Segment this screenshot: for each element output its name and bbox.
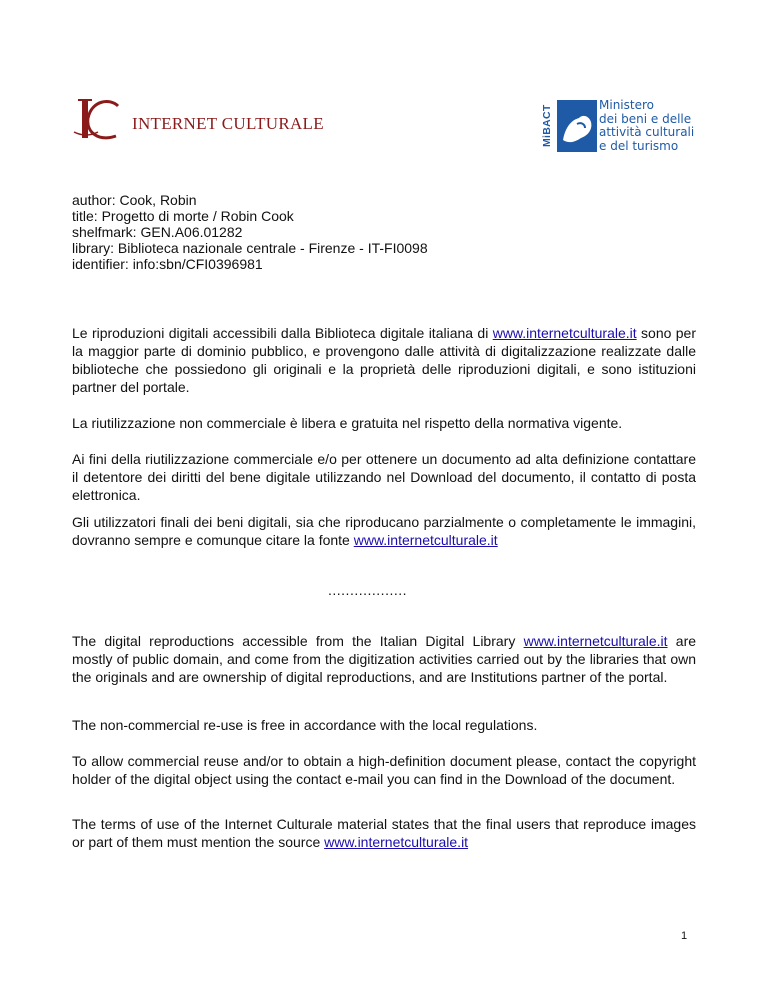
record-metadata xyxy=(72,192,428,272)
it-paragraph-noncommercial: La riutilizzazione non commerciale è libera e gratuita nel rispetto della normativa vigente. xyxy=(72,415,623,431)
en-p1-link[interactable]: www.internetculturale.it xyxy=(523,633,668,649)
ministry-line: e del turismo xyxy=(599,138,679,153)
it-paragraph-commercial: Ai fini della riutilizzazione commerciale e/o per ottenere un documento ad alta definizione contattare il detentore dei diritti del bene digitale utilizzando nel Download del documento, il contatto di posta elettronica. xyxy=(72,451,696,503)
it-paragraph-citation xyxy=(72,513,696,549)
it-p1-text: Le riproduzioni digitali accessibili dalla Biblioteca digitale italiana di xyxy=(72,325,489,341)
mibact-logo xyxy=(541,96,701,156)
it-p1-link[interactable]: www.internetculturale.it xyxy=(492,325,637,341)
en-paragraph-noncommercial: The non-commercial re-use is free in accordance with the local regulations. xyxy=(72,717,538,733)
ministry-emblem-icon xyxy=(557,100,597,152)
section-separator: .................. xyxy=(328,582,408,598)
internet-culturale-logo xyxy=(72,96,324,144)
en-paragraph-commercial: To allow commercial reuse and/or to obtain a high-definition document please, contact the copyright holder of the digital object using the contact e-mail you can find in the Download of the document. xyxy=(72,753,696,787)
ministry-line: attività culturali xyxy=(599,125,695,139)
en-paragraph-citation xyxy=(72,815,696,851)
ic-wordmark: INTERNET CULTURALE xyxy=(132,114,324,133)
en-paragraph-reproductions xyxy=(72,632,696,686)
it-p4-text: Gli utilizzatori finali dei beni digitali, sia che riproducano parzialmente o completamente le immagini, dovranno sempre e comunque citare la fonte xyxy=(72,514,696,548)
it-paragraph-reproductions xyxy=(72,324,696,396)
ministry-name xyxy=(599,99,694,153)
ministry-line: Ministero xyxy=(599,98,654,112)
en-p4-text: The terms of use of the Internet Culturale material states that the final users that reproduce images or part of them must mention the source xyxy=(72,816,696,850)
record-title: title: Progetto di morte / Robin Cook xyxy=(72,208,294,224)
mibact-vertical-label: MiBACT xyxy=(541,104,553,148)
it-p4-link[interactable]: www.internetculturale.it xyxy=(353,532,498,548)
record-library: library: Biblioteca nazionale centrale - Firenze - IT-FI0098 xyxy=(72,240,428,256)
record-author: author: Cook, Robin xyxy=(72,192,197,208)
it-p1-rest: sono per la maggior parte di dominio pubblico, e provengono dalle attività di digitalizzazione realizzate dalle biblioteche che possiedono gli originali e la proprietà delle riproduzioni digitali, e sono istituzioni partner del portale. xyxy=(72,325,696,395)
ministry-line: dei beni e delle xyxy=(599,111,692,126)
page-number: 1 xyxy=(681,930,688,942)
record-identifier: identifier: info:sbn/CFI0396981 xyxy=(72,256,263,272)
ic-monogram-icon xyxy=(72,96,128,144)
en-p1-rest: are mostly of public domain, and come from the digitization activities carried out by the libraries that own the originals and are ownership of digital reproductions, and are Institutions partner of the portal. xyxy=(72,633,697,685)
en-p4-link[interactable]: www.internetculturale.it xyxy=(324,834,469,850)
record-shelfmark: shelfmark: GEN.A06.01282 xyxy=(72,224,243,240)
en-p1-text: The digital reproductions accessible from the Italian Digital Library xyxy=(72,633,516,649)
